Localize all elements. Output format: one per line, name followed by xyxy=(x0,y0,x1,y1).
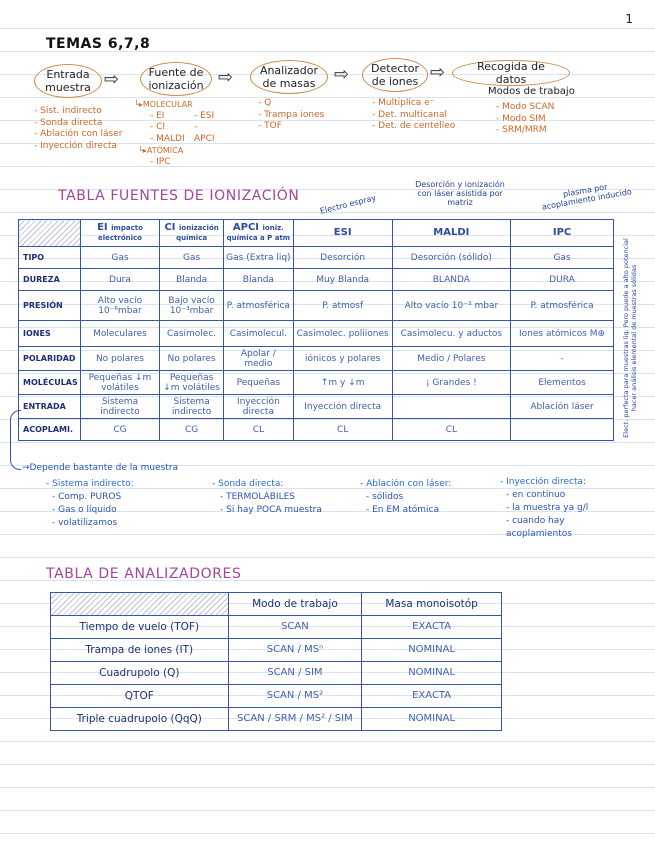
list-item: - SRM/MRM xyxy=(496,125,547,135)
table-cell: NOMINAL xyxy=(362,639,502,662)
recogida-header: Modos de trabajo xyxy=(488,86,575,97)
table-cell: EXACTA xyxy=(362,616,502,639)
table-cell: - xyxy=(511,347,614,371)
column-header: CI ionización química xyxy=(160,220,224,247)
table-cell: Elementos xyxy=(511,371,614,395)
table-row xyxy=(51,685,502,708)
table-row xyxy=(51,616,502,639)
table-cell: Medio / Polares xyxy=(392,347,510,371)
row-header: QTOF xyxy=(51,685,229,708)
fuente-list xyxy=(134,99,215,168)
flow-arrow-icon: ⇨ xyxy=(334,64,350,85)
table-cell: Gas xyxy=(511,247,614,269)
note-header: - Ablación con láser: xyxy=(360,479,452,489)
table-row xyxy=(19,321,614,347)
list-item: - TERMOLÁBILES xyxy=(220,492,296,502)
note-header: - Sonda directa: xyxy=(212,479,284,489)
analyzer-table-title: TABLA DE ANALIZADORES xyxy=(46,566,242,582)
table-cell: ¡ Grandes ! xyxy=(392,371,510,395)
flow-step-recogida: Recogida de datos xyxy=(452,60,570,86)
table-cell: Casimolecul. xyxy=(223,321,293,347)
ionization-sources-table xyxy=(18,219,614,441)
row-header: Trampa de iones (IT) xyxy=(51,639,229,662)
table-cell: No polares xyxy=(80,347,159,371)
table-cell: CG xyxy=(160,419,224,441)
flow-step-fuente: Fuente de ionización xyxy=(140,62,212,96)
table-cell: P. atmosférica xyxy=(511,291,614,321)
table-cell: Inyección directa xyxy=(223,395,293,419)
list-item: - En EM atómica xyxy=(366,505,439,515)
entry-note-inyeccion xyxy=(500,476,616,541)
row-header: IONES xyxy=(19,321,81,347)
row-header: Cuadrupolo (Q) xyxy=(51,662,229,685)
list-item: - ESI xyxy=(194,110,215,121)
side-note: Elect. perfecta para muestras liq. Pero puede a alto potencial hacer análisis elemental de muestras sólidas xyxy=(622,238,638,438)
table-cell: Gas (Extra liq) xyxy=(223,247,293,269)
row-header: POLARIDAD xyxy=(19,347,81,371)
table-cell: SCAN xyxy=(228,616,362,639)
list-item: - Inyección directa xyxy=(34,140,118,151)
list-item: - Sist. indirecto xyxy=(34,106,102,116)
table-cell: Iones atómicos M⊕ xyxy=(511,321,614,347)
table-cell: Desorción xyxy=(293,247,392,269)
list-item: - Comp. PUROS xyxy=(52,492,122,502)
analizador-list xyxy=(258,98,324,133)
arrow-right-icon: → xyxy=(22,463,30,473)
row-header: DUREZA xyxy=(19,269,81,291)
flow-arrow-icon: ⇨ xyxy=(430,62,446,83)
column-header: Modo de trabajo xyxy=(228,593,362,616)
recogida-list xyxy=(496,102,554,137)
list-item: - sólidos xyxy=(366,492,404,502)
table-cell: CL xyxy=(223,419,293,441)
entry-note-sonda xyxy=(212,478,322,517)
table-row xyxy=(51,708,502,731)
flow-step-analizador: Analizador de masas xyxy=(250,60,328,94)
row-header: Triple cuadrupolo (QqQ) xyxy=(51,708,229,731)
list-item: - APCI xyxy=(194,122,215,144)
table-row xyxy=(19,371,614,395)
row-header: ACOPLAMI. xyxy=(19,419,81,441)
note-header: - Sistema indirecto: xyxy=(46,479,134,489)
table-cell: NOMINAL xyxy=(362,662,502,685)
table-cell: CL xyxy=(293,419,392,441)
table-corner xyxy=(19,220,81,247)
flow-step-detector: Detector de iones xyxy=(362,58,428,92)
list-item: - IPC xyxy=(150,156,171,167)
list-item: - Trampa iones xyxy=(258,109,325,120)
table-cell: Alto vacío 10⁻³ mbar xyxy=(392,291,510,321)
table-cell: SCAN / SIM xyxy=(228,662,362,685)
list-item: - MALDI xyxy=(150,133,185,144)
list-item: - la muestra ya g/l xyxy=(506,503,589,513)
molecular-text: MOLECULAR xyxy=(142,100,193,109)
table-cell: CG xyxy=(80,419,159,441)
table-corner xyxy=(51,593,229,616)
table-row xyxy=(51,662,502,685)
table-cell: Pequeñas xyxy=(223,371,293,395)
esi-annotation: Electro espray xyxy=(319,193,377,216)
table-row xyxy=(19,347,614,371)
column-header: EI impacto electrónico xyxy=(80,220,159,247)
list-item: - CI xyxy=(150,122,166,132)
table-row xyxy=(19,291,614,321)
analyzers-table xyxy=(50,592,502,731)
list-item: - en continuo xyxy=(506,490,566,500)
table-cell: NOMINAL xyxy=(362,708,502,731)
bracket-line xyxy=(10,410,21,470)
table-cell: SCAN / SRM / MS² / SIM xyxy=(228,708,362,731)
table-cell: Dura xyxy=(80,269,159,291)
table-cell: Apolar / medio xyxy=(223,347,293,371)
list-item: - Det. de centelleo xyxy=(372,121,456,131)
table-cell: Sistema indirecto xyxy=(80,395,159,419)
table-cell: No polares xyxy=(160,347,224,371)
atomica-text: ATÓMICA xyxy=(146,146,184,155)
table-cell: Pequeñas ↓m volátiles xyxy=(80,371,159,395)
row-header: Tiempo de vuelo (TOF) xyxy=(51,616,229,639)
table-cell: Casimolec. poliiones xyxy=(293,321,392,347)
flow-arrow-icon: ⇨ xyxy=(218,67,234,88)
column-header: ESI xyxy=(293,220,392,247)
table-cell: BLANDA xyxy=(392,269,510,291)
row-header: MOLÉCULAS xyxy=(19,371,81,395)
flow-arrow-icon: ⇨ xyxy=(104,69,120,90)
table-cell: P. atmosférica xyxy=(223,291,293,321)
table-row xyxy=(19,269,614,291)
row-header: PRESIÓN xyxy=(19,291,81,321)
table-cell: P. atmosf xyxy=(293,291,392,321)
detector-list xyxy=(372,98,455,133)
table-row xyxy=(51,639,502,662)
note-header: - Inyección directa: xyxy=(500,477,587,487)
list-item: - TOF xyxy=(258,121,282,131)
table-cell: EXACTA xyxy=(362,685,502,708)
list-item: - volatilizamos xyxy=(52,518,118,528)
column-header: MALDI xyxy=(392,220,510,247)
table-cell: iónicos y polares xyxy=(293,347,392,371)
table-cell: Inyección directa xyxy=(293,395,392,419)
branch-arrow-icon: └▸ xyxy=(134,100,143,109)
table-cell: CL xyxy=(392,419,510,441)
entry-note-indirecto xyxy=(46,478,134,530)
table-cell: Ablación láser xyxy=(511,395,614,419)
table-cell: Sistema indirecto xyxy=(160,395,224,419)
table-row xyxy=(19,419,614,441)
column-header: APCI ioniz. química a P atm xyxy=(223,220,293,247)
list-item: - Modo SIM xyxy=(496,113,546,124)
table-cell: SCAN / MS² xyxy=(228,685,362,708)
list-item: - Si hay POCA muestra xyxy=(220,505,322,515)
branch-arrow-icon: └▸ xyxy=(138,146,147,155)
table-cell: DURA xyxy=(511,269,614,291)
list-item: - Gas o líquido xyxy=(52,505,117,515)
page-title: TEMAS 6,7,8 xyxy=(46,36,151,52)
table-cell: SCAN / MSⁿ xyxy=(228,639,362,662)
table-cell: Bajo vacío 10⁻³mbar xyxy=(160,291,224,321)
list-item: - Det. multicanal xyxy=(372,109,448,120)
table-cell: Muy Blanda xyxy=(293,269,392,291)
ipc-annotation: plasma por acoplamiento inducido xyxy=(541,182,633,212)
maldi-annotation: Desorción y ionización con láser asistida por matriz xyxy=(415,180,505,207)
list-item: - Modo SCAN xyxy=(496,102,555,112)
table-cell: Casimolecu. y aductos xyxy=(392,321,510,347)
table-cell: ↑m y ↓m xyxy=(293,371,392,395)
table-cell: Gas xyxy=(80,247,159,269)
table-cell: Gas xyxy=(160,247,224,269)
page-number: 1 xyxy=(625,12,633,26)
table-cell: Alto vacío 10⁻⁶mbar xyxy=(80,291,159,321)
row-header: ENTRADA xyxy=(19,395,81,419)
list-item: - cuando hay acoplamientos xyxy=(506,516,572,539)
list-item: - EI xyxy=(150,110,165,121)
table-cell: Casimolec. xyxy=(160,321,224,347)
table-cell xyxy=(392,395,510,419)
flow-step-entrada: Entrada muestra xyxy=(34,64,102,98)
row-header: TIPO xyxy=(19,247,81,269)
bottom-note: →Depende bastante de la muestra xyxy=(22,463,179,473)
column-header: IPC xyxy=(511,220,614,247)
list-item: - Ablación con láser xyxy=(34,129,123,139)
table-cell: Pequeñas ↓m volátiles xyxy=(160,371,224,395)
list-item: - Multiplica e⁻ xyxy=(372,98,435,108)
list-item: - Sonda directa xyxy=(34,117,103,128)
entrada-list xyxy=(34,106,122,152)
ion-table-title: TABLA FUENTES DE IONIZACIÓN xyxy=(58,188,300,204)
column-header: Masa monoisotóp xyxy=(362,593,502,616)
table-cell xyxy=(511,419,614,441)
entry-note-ablacion xyxy=(360,478,451,517)
fuente-atomica-label xyxy=(134,145,193,157)
table-cell: Blanda xyxy=(223,269,293,291)
table-cell: Moleculares xyxy=(80,321,159,347)
table-cell: Blanda xyxy=(160,269,224,291)
list-item: - Q xyxy=(258,98,272,108)
table-row xyxy=(19,247,614,269)
table-row xyxy=(19,395,614,419)
fuente-molecular-label xyxy=(134,99,193,111)
table-cell: Desorción (sólido) xyxy=(392,247,510,269)
